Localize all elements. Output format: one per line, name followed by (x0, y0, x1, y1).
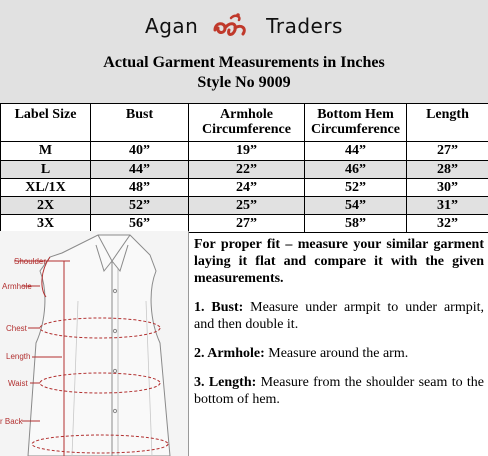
cell-hem: 44” (305, 142, 407, 161)
instruction-label: 2. Armhole: (194, 346, 265, 361)
cell-armhole: 19” (189, 142, 305, 161)
fit-instructions (194, 236, 484, 420)
cell-bust: 40” (91, 142, 189, 161)
instruction-bust (194, 299, 484, 333)
instruction-text: Measure under armpit to under armpit, and then double it. (194, 300, 484, 332)
table-row (1, 215, 488, 233)
cell-hem: 52” (305, 179, 407, 197)
table-row (1, 161, 488, 179)
table-row (1, 179, 488, 197)
instruction-label: 1. Bust: (194, 300, 244, 315)
garment-diagram (0, 231, 189, 456)
table-row (1, 197, 488, 215)
header-band (0, 0, 488, 103)
cell-size: M (1, 142, 91, 161)
cell-hem: 46” (305, 161, 407, 179)
cell-bust: 44” (91, 161, 189, 179)
cell-armhole: 24” (189, 179, 305, 197)
cell-bust: 56” (91, 215, 189, 233)
instruction-length (194, 374, 484, 408)
brand-name-left: Agan (145, 14, 199, 38)
style-number: Style No 9009 (197, 74, 291, 91)
instruction-text: Measure from the shoulder seam to the bottom of hem. (194, 375, 484, 407)
om-symbol-icon (211, 12, 253, 40)
cell-bust: 48” (91, 179, 189, 197)
brand-name-right: Traders (266, 14, 343, 38)
cell-size: 2X (1, 197, 91, 215)
chart-title: Actual Garment Measurements in Inches (103, 54, 385, 71)
table-header-row (1, 104, 488, 142)
cell-length: 27” (407, 142, 488, 161)
header-length: Length (407, 104, 488, 142)
table-row (1, 142, 488, 161)
header-bottom-hem: Bottom Hem Circumference (305, 104, 407, 142)
instruction-label: 3. Length: (194, 375, 257, 390)
cell-length: 30” (407, 179, 488, 197)
cell-bust: 52” (91, 197, 189, 215)
label-length: Length (6, 352, 31, 361)
measurements-table (0, 103, 488, 233)
cell-armhole: 25” (189, 197, 305, 215)
cell-length: 32” (407, 215, 488, 233)
label-waist: Waist (8, 379, 28, 388)
instruction-text: Measure around the arm. (264, 346, 409, 361)
cell-hem: 54” (305, 197, 407, 215)
label-back: r Back (0, 417, 23, 426)
cell-armhole: 22” (189, 161, 305, 179)
label-armhole: Armhole (2, 282, 32, 291)
header-armhole: Armhole Circumference (189, 104, 305, 142)
shirt-outline (28, 235, 170, 456)
cell-length: 28” (407, 161, 488, 179)
header-label-size: Label Size (1, 104, 91, 142)
cell-armhole: 27” (189, 215, 305, 233)
intro-text: For proper fit – measure your similar garment laying it flat and compare it with the given measurements. (194, 237, 484, 286)
label-shoulder: Shoulder (14, 257, 47, 266)
label-chest: Chest (6, 324, 27, 333)
cell-size: 3X (1, 215, 91, 233)
brand-logo (0, 12, 488, 40)
cell-length: 31” (407, 197, 488, 215)
cell-hem: 58” (305, 215, 407, 233)
instruction-armhole (194, 345, 484, 362)
cell-size: XL/1X (1, 179, 91, 197)
cell-size: L (1, 161, 91, 179)
header-bust: Bust (91, 104, 189, 142)
